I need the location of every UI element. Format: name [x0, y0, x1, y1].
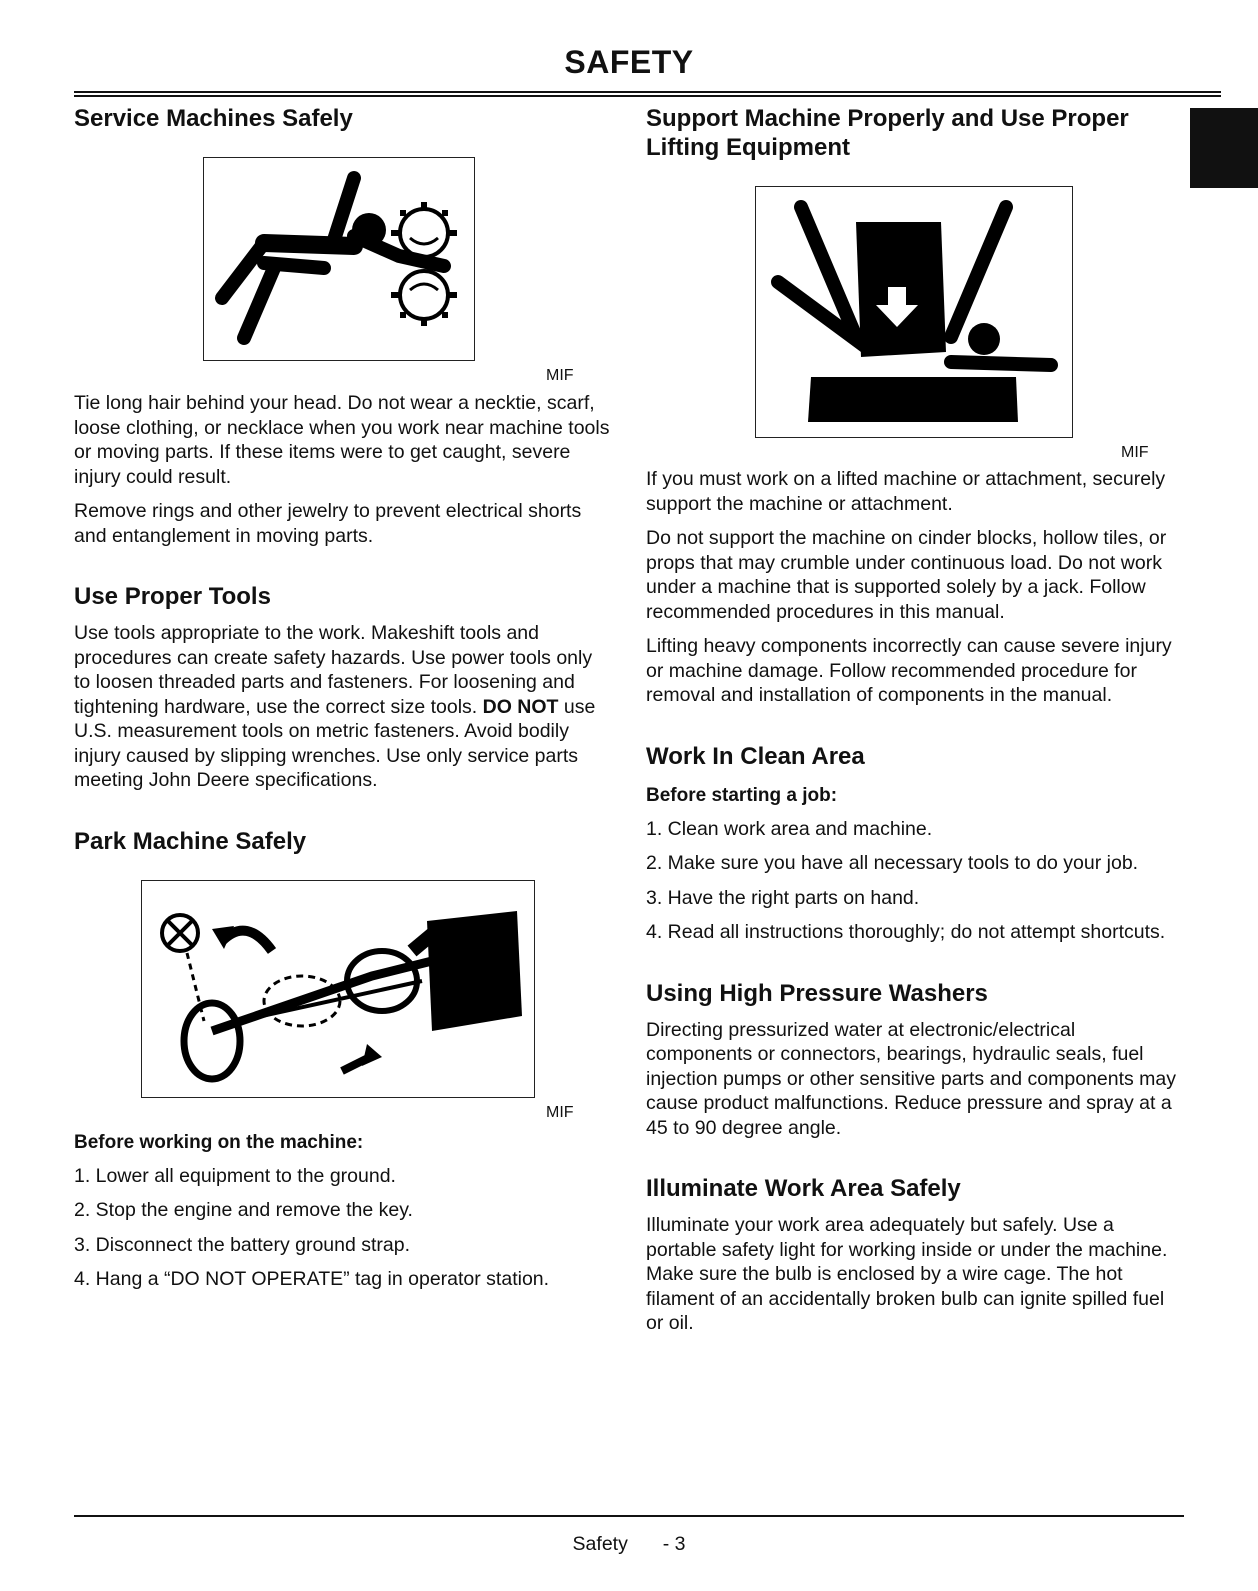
section-tab	[1190, 108, 1258, 188]
park-steps-list	[74, 1164, 610, 1292]
paragraph: Tie long hair behind your head. Do not wear a necktie, scarf, loose clothing, or necklace when you work near machine tools or moving parts. If these items were to get caught, severe injury could result.	[74, 392, 610, 488]
list-item: 1. Lower all equipment to the ground.	[74, 1164, 396, 1187]
text-span: use U.S. measurement tools on metric fasteners. Avoid bodily injury caused by slipping wrenches. Use only service parts meeting John Deere specifications.	[74, 695, 596, 791]
figure-park	[74, 856, 610, 1132]
heading-service-machines: Service Machines Safely	[74, 105, 353, 132]
clean-steps-list	[646, 817, 1186, 945]
paragraph: Do not support the machine on cinder blocks, hollow tiles, or props that may crumble under continuous load. Do not work under a machine that is supported solely by a jack. Follow recommended procedures in this manual.	[646, 527, 1167, 623]
page-title: SAFETY	[564, 44, 694, 80]
remove-key-icon	[141, 880, 535, 1098]
heading-proper-tools: Use Proper Tools	[74, 583, 271, 610]
figure-service	[74, 133, 610, 391]
list-item: 2. Make sure you have all necessary tools to do your job.	[646, 852, 1139, 874]
left-column	[74, 104, 610, 1302]
heading-illuminate: Illuminate Work Area Safely	[646, 1175, 961, 1202]
figure-support	[646, 162, 1186, 467]
heading-support-machine: Support Machine Properly and Use Proper Lifting Equipment	[646, 105, 1129, 161]
paragraph: If you must work on a lifted machine or attachment, securely support the machine or attachment.	[646, 468, 1166, 515]
list-item: 1. Clean work area and machine.	[646, 817, 933, 840]
list-item: 3. Have the right parts on hand.	[646, 886, 920, 909]
title-rule	[74, 91, 1221, 97]
bold-text: DO NOT	[482, 695, 559, 718]
footer-section: Safety	[572, 1533, 628, 1555]
heading-pressure-washers: Using High Pressure Washers	[646, 979, 988, 1007]
entanglement-hazard-icon	[203, 157, 475, 361]
heading-park-machine: Park Machine Safely	[74, 827, 307, 855]
text-span: Use tools appropriate to the work. Makeshift tools and procedures can create safety hazards. Use power tools only to loosen threaded parts and fasteners. For loosening and tightening hardware, use the correct size tools.	[74, 622, 593, 718]
page-number: - 3	[662, 1533, 686, 1555]
crush-hazard-icon	[755, 186, 1073, 438]
paragraph: Illuminate your work area adequately but safely. Use a portable safety light for working inside or under the machine. Make sure the bulb is enclosed by a wire cage. The hot filament of an accidentally broken bulb can ignite spilled fuel or oil.	[646, 1214, 1168, 1334]
paragraph: Remove rings and other jewelry to prevent electrical shorts and entanglement in moving parts.	[74, 500, 582, 547]
footer-rule	[74, 1515, 1184, 1517]
right-column	[646, 104, 1186, 1346]
figure-label: MIF	[546, 1103, 574, 1121]
list-item: 2. Stop the engine and remove the key.	[74, 1199, 413, 1221]
list-item: 3. Disconnect the battery ground strap.	[74, 1233, 411, 1256]
figure-label: MIF	[546, 367, 574, 384]
park-subheading: Before working on the machine:	[74, 1131, 364, 1153]
heading-clean-area: Work In Clean Area	[646, 742, 865, 770]
paragraph: Directing pressurized water at electronic/electrical components or connectors, bearings, hydraulic seals, fuel injection pumps or other sensitive parts and components may cause product malfunctions. Reduce pressure and spray at a 45 to 90 degree angle.	[646, 1018, 1177, 1139]
list-item: 4. Hang a “DO NOT OPERATE” tag in operator station.	[74, 1268, 550, 1290]
figure-label: MIF	[1121, 444, 1149, 461]
list-item: 4. Read all instructions thoroughly; do not attempt shortcuts.	[646, 921, 1166, 943]
paragraph: Lifting heavy components incorrectly can cause severe injury or machine damage. Follow recommended procedure for removal and installation of components in the manual.	[646, 635, 1172, 706]
clean-subheading: Before starting a job:	[646, 784, 838, 806]
footer	[0, 1533, 1258, 1556]
paragraph-tools	[74, 621, 610, 793]
